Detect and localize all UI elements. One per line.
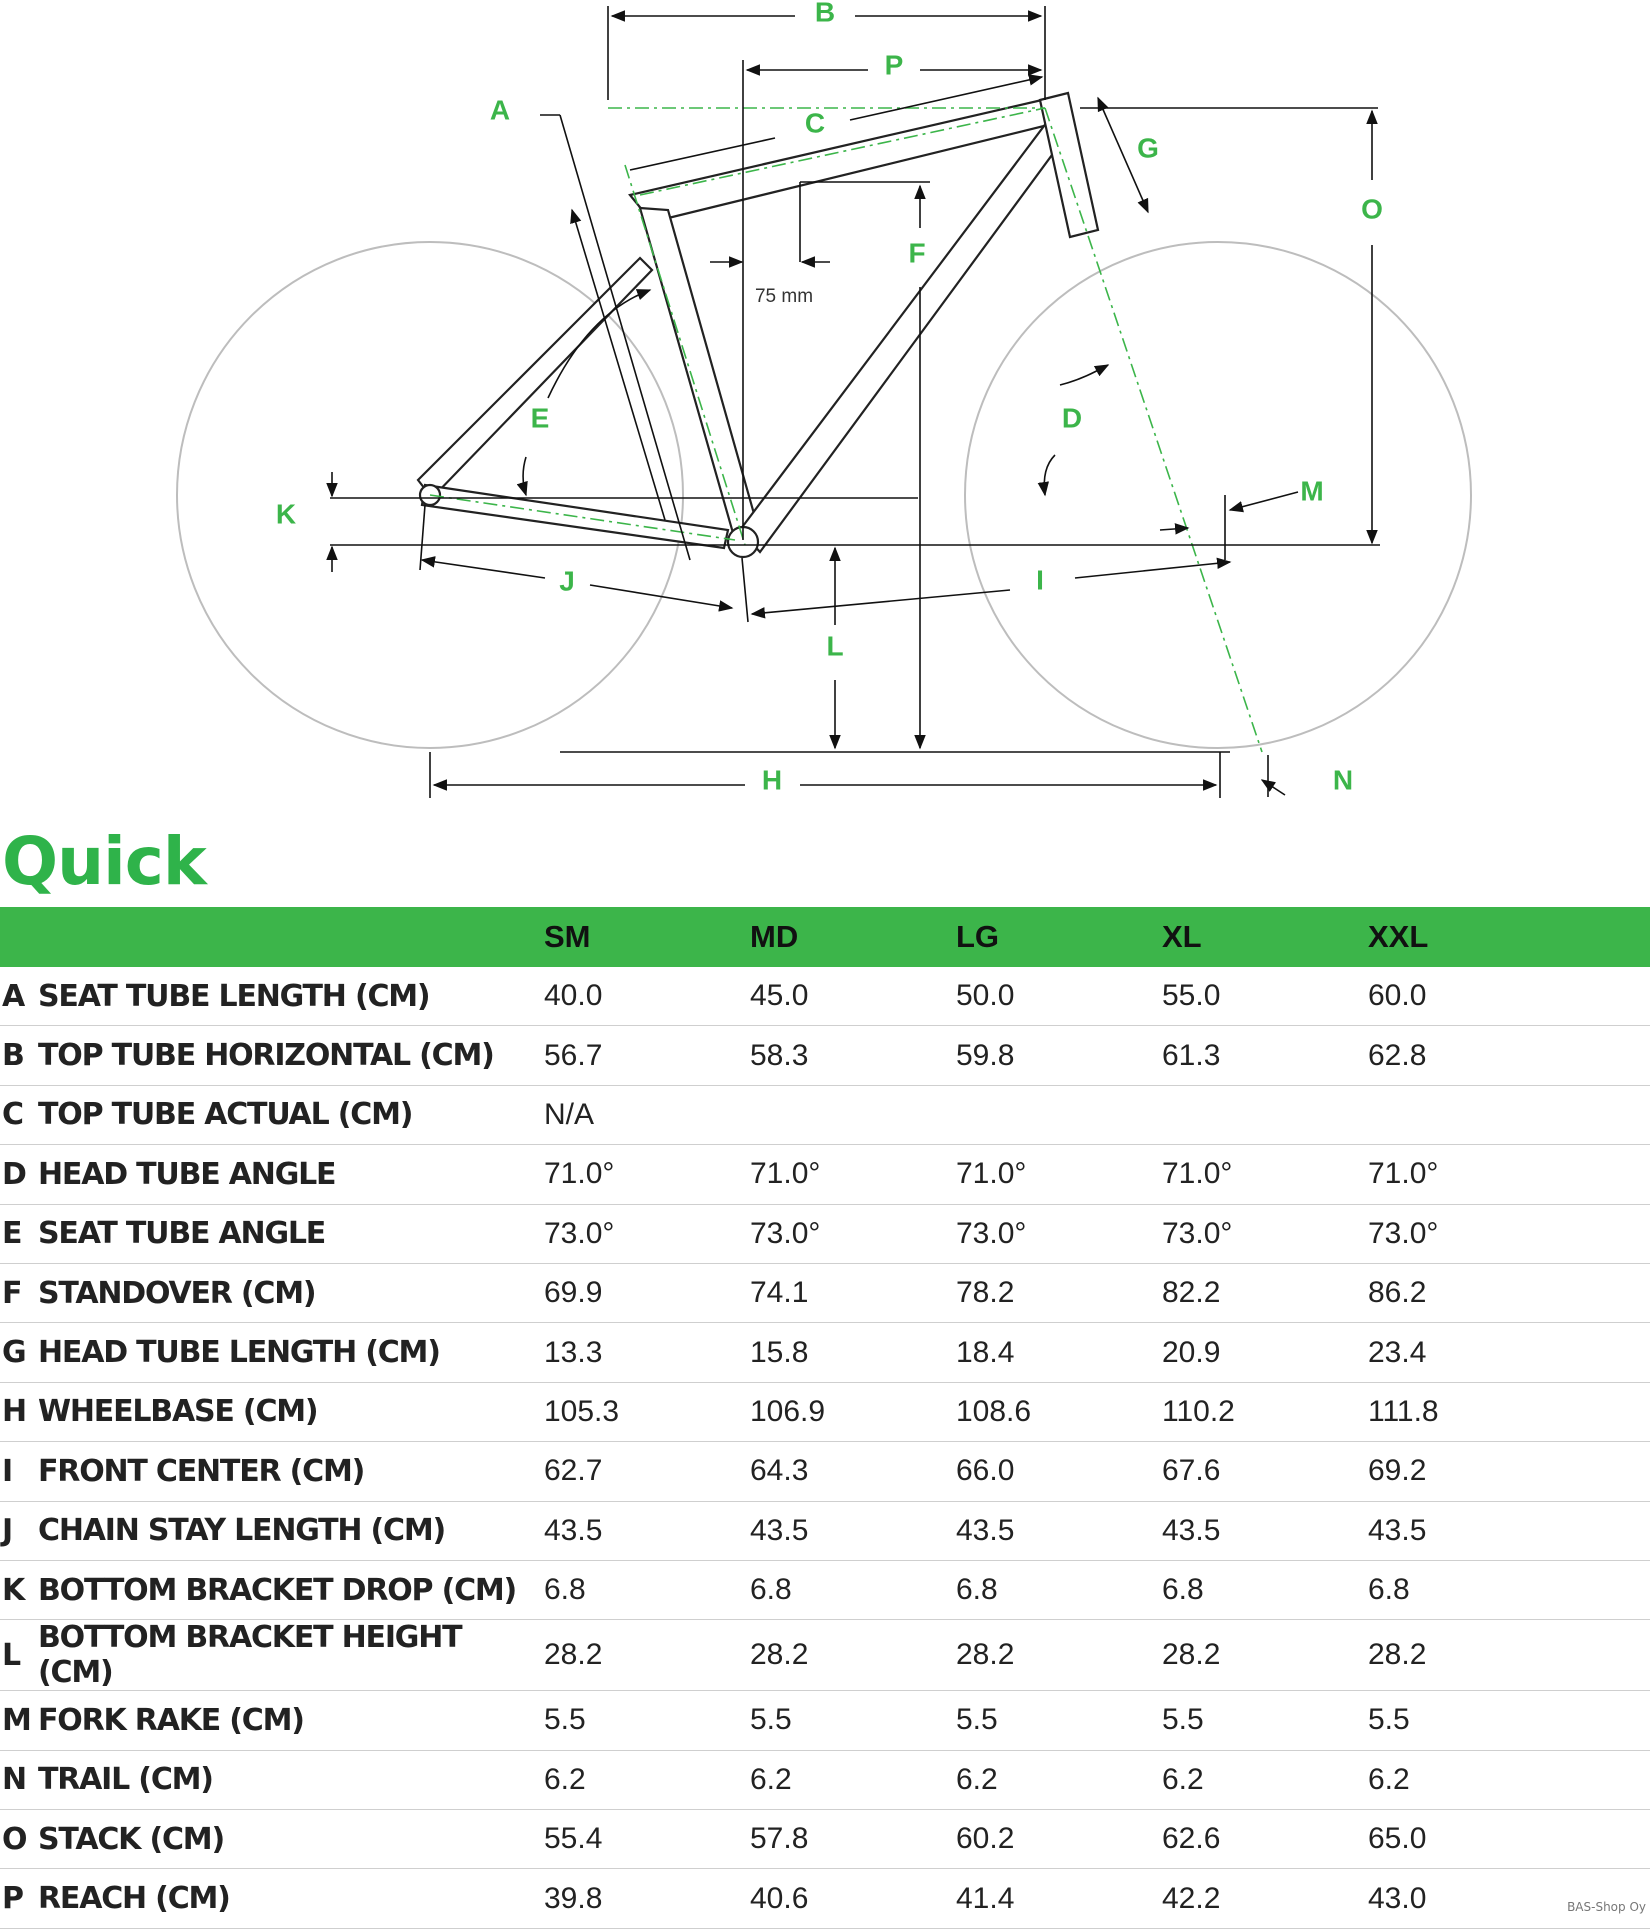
row-value: 6.8 — [750, 1560, 956, 1619]
column-header: SM — [544, 907, 750, 967]
row-value: 6.8 — [544, 1560, 750, 1619]
table-row — [0, 1263, 1650, 1322]
row-value: N/A — [544, 1085, 750, 1144]
row-value — [1162, 1085, 1368, 1144]
model-title: Quick — [2, 823, 206, 900]
row-value: 41.4 — [956, 1869, 1162, 1928]
bike-frame — [418, 93, 1098, 557]
table-row — [0, 1560, 1650, 1619]
row-value: 43.5 — [1368, 1501, 1650, 1560]
column-header: LG — [956, 907, 1162, 967]
table-row — [0, 1810, 1650, 1869]
table-row — [0, 1869, 1650, 1928]
label-P: P — [884, 49, 904, 81]
row-value: 62.7 — [544, 1442, 750, 1501]
table-row — [0, 1620, 1650, 1691]
geometry-table-body — [0, 967, 1650, 1928]
row-value: 43.5 — [956, 1501, 1162, 1560]
row-value: 28.2 — [544, 1620, 750, 1691]
table-header-row — [0, 907, 1650, 967]
row-letter: K — [0, 1560, 38, 1619]
label-G: G — [1137, 132, 1159, 164]
label-L: L — [826, 630, 844, 662]
label-O: O — [1361, 193, 1383, 225]
row-name: TRAIL (CM) — [38, 1750, 544, 1809]
row-value: 73.0° — [956, 1204, 1162, 1263]
front-wheel — [965, 242, 1471, 748]
column-header: XXL — [1368, 907, 1650, 967]
row-value: 64.3 — [750, 1442, 956, 1501]
label-A: A — [489, 94, 511, 126]
row-value: 6.8 — [956, 1560, 1162, 1619]
row-letter: H — [0, 1382, 38, 1441]
row-letter: N — [0, 1750, 38, 1809]
label-F: F — [908, 237, 926, 269]
row-value: 61.3 — [1162, 1026, 1368, 1085]
row-value: 55.0 — [1162, 967, 1368, 1026]
row-name: REACH (CM) — [38, 1869, 544, 1928]
row-letter: G — [0, 1323, 38, 1382]
label-B: B — [814, 0, 836, 28]
label-I: I — [1036, 564, 1044, 596]
row-value: 106.9 — [750, 1382, 956, 1441]
row-value: 50.0 — [956, 967, 1162, 1026]
row-value: 23.4 — [1368, 1323, 1650, 1382]
row-name: BOTTOM BRACKET HEIGHT (CM) — [38, 1620, 544, 1691]
row-value: 6.8 — [1368, 1560, 1650, 1619]
row-name: WHEELBASE (CM) — [38, 1382, 544, 1441]
row-value: 43.5 — [544, 1501, 750, 1560]
row-value: 108.6 — [956, 1382, 1162, 1441]
row-value: 73.0° — [544, 1204, 750, 1263]
row-value: 78.2 — [956, 1263, 1162, 1322]
dimension-labels — [276, 0, 1383, 795]
row-value: 5.5 — [544, 1691, 750, 1750]
row-value: 39.8 — [544, 1869, 750, 1928]
row-value: 28.2 — [1368, 1620, 1650, 1691]
row-value: 43.0 — [1368, 1869, 1650, 1928]
row-letter: J — [0, 1501, 38, 1560]
row-value — [1368, 1085, 1650, 1144]
row-value: 28.2 — [956, 1620, 1162, 1691]
row-value: 5.5 — [1368, 1691, 1650, 1750]
row-letter: E — [0, 1204, 38, 1263]
row-value: 86.2 — [1368, 1263, 1650, 1322]
column-header: XL — [1162, 907, 1368, 967]
table-row — [0, 1382, 1650, 1441]
table-row — [0, 1026, 1650, 1085]
row-value: 71.0° — [1368, 1145, 1650, 1204]
row-value: 55.4 — [544, 1810, 750, 1869]
label-C: C — [804, 107, 826, 139]
row-value: 20.9 — [1162, 1323, 1368, 1382]
row-value: 71.0° — [1162, 1145, 1368, 1204]
table-row — [0, 1085, 1650, 1144]
bike-geometry-diagram — [0, 0, 1650, 800]
column-header: MD — [750, 907, 956, 967]
row-value: 43.5 — [750, 1501, 956, 1560]
row-name: SEAT TUBE ANGLE — [38, 1204, 544, 1263]
row-value: 67.6 — [1162, 1442, 1368, 1501]
row-value: 28.2 — [1162, 1620, 1368, 1691]
row-name: FORK RAKE (CM) — [38, 1691, 544, 1750]
row-letter: I — [0, 1442, 38, 1501]
row-value: 6.2 — [1368, 1750, 1650, 1809]
row-value: 40.0 — [544, 967, 750, 1026]
row-name: FRONT CENTER (CM) — [38, 1442, 544, 1501]
table-row — [0, 1501, 1650, 1560]
table-row — [0, 1750, 1650, 1809]
row-name: SEAT TUBE LENGTH (CM) — [38, 967, 544, 1026]
row-value: 18.4 — [956, 1323, 1162, 1382]
label-J: J — [559, 565, 575, 597]
row-value: 13.3 — [544, 1323, 750, 1382]
row-value: 105.3 — [544, 1382, 750, 1441]
row-value: 45.0 — [750, 967, 956, 1026]
row-letter: O — [0, 1810, 38, 1869]
row-letter: M — [0, 1691, 38, 1750]
row-value: 62.6 — [1162, 1810, 1368, 1869]
row-value: 74.1 — [750, 1263, 956, 1322]
row-value: 6.2 — [1162, 1750, 1368, 1809]
label-D: D — [1061, 402, 1083, 434]
row-value: 57.8 — [750, 1810, 956, 1869]
row-letter: F — [0, 1263, 38, 1322]
table-row — [0, 1691, 1650, 1750]
row-value: 111.8 — [1368, 1382, 1650, 1441]
row-letter: P — [0, 1869, 38, 1928]
row-name: STANDOVER (CM) — [38, 1263, 544, 1322]
row-name: BOTTOM BRACKET DROP (CM) — [38, 1560, 544, 1619]
row-value: 59.8 — [956, 1026, 1162, 1085]
label-H: H — [761, 764, 783, 796]
row-value: 66.0 — [956, 1442, 1162, 1501]
row-letter: L — [0, 1620, 38, 1691]
row-value: 43.5 — [1162, 1501, 1368, 1560]
credit-text: BAS-Shop Oy — [1567, 1900, 1646, 1914]
row-value: 5.5 — [956, 1691, 1162, 1750]
row-value: 60.2 — [956, 1810, 1162, 1869]
header-spacer — [0, 907, 38, 967]
row-value: 6.2 — [750, 1750, 956, 1809]
row-value: 69.9 — [544, 1263, 750, 1322]
row-value: 71.0° — [956, 1145, 1162, 1204]
row-value: 28.2 — [750, 1620, 956, 1691]
row-value: 69.2 — [1368, 1442, 1650, 1501]
row-name: HEAD TUBE ANGLE — [38, 1145, 544, 1204]
row-name: TOP TUBE HORIZONTAL (CM) — [38, 1026, 544, 1085]
row-letter: C — [0, 1085, 38, 1144]
geometry-table — [0, 907, 1650, 1929]
row-value: 6.8 — [1162, 1560, 1368, 1619]
row-value: 15.8 — [750, 1323, 956, 1382]
row-value: 73.0° — [1368, 1204, 1650, 1263]
row-value: 6.2 — [956, 1750, 1162, 1809]
row-value — [750, 1085, 956, 1144]
row-value: 110.2 — [1162, 1382, 1368, 1441]
row-value: 65.0 — [1368, 1810, 1650, 1869]
row-name: CHAIN STAY LENGTH (CM) — [38, 1501, 544, 1560]
row-value: 60.0 — [1368, 967, 1650, 1026]
label-N: N — [1332, 764, 1354, 796]
table-row — [0, 1145, 1650, 1204]
row-value — [956, 1085, 1162, 1144]
row-value: 71.0° — [544, 1145, 750, 1204]
table-row — [0, 1442, 1650, 1501]
row-value: 82.2 — [1162, 1263, 1368, 1322]
table-row — [0, 1204, 1650, 1263]
row-name: TOP TUBE ACTUAL (CM) — [38, 1085, 544, 1144]
row-value: 6.2 — [544, 1750, 750, 1809]
row-value: 71.0° — [750, 1145, 956, 1204]
row-value: 73.0° — [750, 1204, 956, 1263]
label-E: E — [530, 402, 550, 434]
row-value: 5.5 — [750, 1691, 956, 1750]
row-value: 58.3 — [750, 1026, 956, 1085]
row-letter: A — [0, 967, 38, 1026]
table-row — [0, 967, 1650, 1026]
row-name: STACK (CM) — [38, 1810, 544, 1869]
table-row — [0, 1323, 1650, 1382]
row-letter: B — [0, 1026, 38, 1085]
row-name: HEAD TUBE LENGTH (CM) — [38, 1323, 544, 1382]
row-value: 5.5 — [1162, 1691, 1368, 1750]
label-K: K — [275, 498, 297, 530]
row-value: 42.2 — [1162, 1869, 1368, 1928]
row-value: 40.6 — [750, 1869, 956, 1928]
row-value: 73.0° — [1162, 1204, 1368, 1263]
seat-offset-note: 75 mm — [754, 286, 814, 307]
header-spacer — [38, 907, 544, 967]
row-letter: D — [0, 1145, 38, 1204]
row-value: 62.8 — [1368, 1026, 1650, 1085]
label-M: M — [1300, 475, 1324, 507]
row-value: 56.7 — [544, 1026, 750, 1085]
